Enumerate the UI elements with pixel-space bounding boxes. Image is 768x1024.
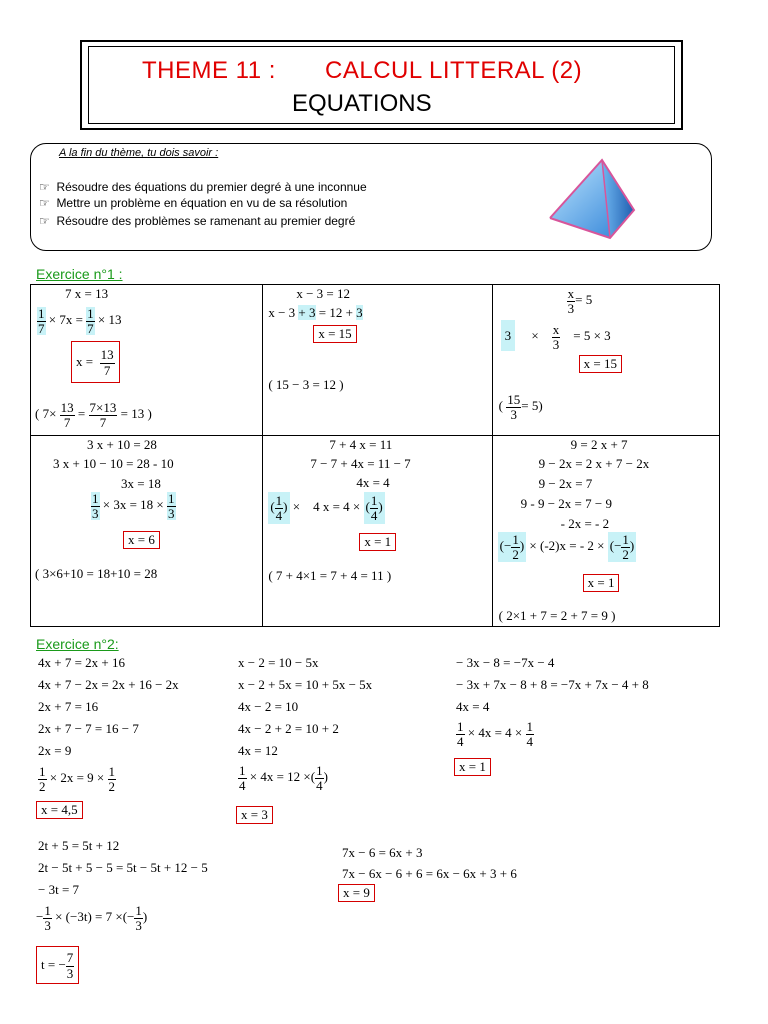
ex1-cell-1 — [31, 285, 263, 436]
equation-line: 4x − 2 = 10 — [238, 699, 299, 714]
ex1-cell-6 — [492, 436, 719, 627]
equation-line: 2t + 5 = 5t + 12 — [38, 838, 120, 853]
ex1-cell-5 — [263, 436, 492, 627]
equation-line: − $\frac{1}{3}$ × (−3t) = 7 ×(− $\frac{1}{3}$ ) — [36, 903, 148, 933]
equation-line: 9 − 2x = 7 — [538, 476, 593, 491]
result-box: x = 15 — [313, 325, 356, 343]
equation-line: 9 - 9 − 2x = 7 − 9 — [520, 496, 612, 511]
equation-line: 4x + 7 = 2x + 16 — [38, 655, 125, 670]
equation-line: 7 − 7 + 4x = 11 − 7 — [310, 456, 411, 471]
result-box: x = $\frac{13}{7}$ — [71, 341, 120, 383]
equation-line: $\frac{1}{2}$ × 2x = 9 × $\frac{1}{2}$ — [39, 764, 115, 794]
exercise-1-title: Exercice n°1 : — [36, 266, 123, 282]
equation-line: 4x − 2 + 2 = 10 + 2 — [238, 721, 339, 736]
equation-line: x − 2 + 5x = 10 + 5x − 5x — [238, 677, 373, 692]
equation-line: ( $\frac{1}{4}$ ) × 4 x = 4 × ( $\frac{1}{4}$ ) — [270, 493, 383, 523]
equation-line: 2x = 9 — [38, 743, 72, 758]
equation-line: $\frac{1}{3}$ × 3x = 18 × $\frac{1}{3}$ — [92, 491, 175, 521]
pyramid-icon — [546, 156, 641, 241]
objective-text: Mettre un problème en équation en vu de sa résolution — [56, 196, 348, 210]
pointing-hand-icon: ☞ — [39, 214, 50, 228]
equation-line: x − 3 = 12 — [296, 286, 350, 301]
equation-line: 4x + 7 − 2x = 2x + 16 − 2x — [38, 677, 179, 692]
ex1-cell-4 — [31, 436, 263, 627]
equation-line: − 3x − 8 = −7x − 4 — [456, 655, 555, 670]
result-box: x = 3 — [236, 806, 273, 824]
exercise-2-title: Exercice n°2: — [36, 636, 119, 652]
equation-line: 7 x = 13 — [65, 286, 109, 301]
equation-line: 4x = 4 — [356, 475, 390, 490]
equation-line: 4x = 12 — [238, 743, 278, 758]
objective-text: Résoudre des problèmes se ramenant au premier degré — [56, 214, 356, 228]
theme-number: THEME 11 : — [142, 57, 276, 84]
result-box: x = 6 — [123, 531, 160, 549]
check-line: ( 7× $\frac{13}{7}$ = $\frac{7\times 13}{7}$ = 13 ) — [35, 400, 152, 430]
equation-line: 7x − 6 = 6x + 3 — [342, 845, 423, 860]
objectives-box — [30, 143, 712, 251]
pointing-hand-icon: ☞ — [39, 196, 50, 210]
objective-item — [39, 214, 355, 228]
objective-item — [39, 196, 347, 210]
check-line: ( 7 + 4×1 = 7 + 4 = 11 ) — [268, 568, 392, 583]
result-box: x = 9 — [338, 884, 375, 902]
equation-line: 7x − 6x − 6 + 6 = 6x − 6x + 3 + 6 — [342, 866, 517, 881]
equation-line: $\frac{1}{4}$ × 4x = 12 ×( $\frac{1}{4}$ ) — [239, 763, 328, 793]
result-box: t = − $\frac{7}{3}$ — [36, 946, 79, 984]
result-box: x = 1 — [359, 533, 396, 551]
equation-line: 9 − 2x = 2 x + 7 − 2x — [538, 456, 650, 471]
result-box: x = 1 — [454, 758, 491, 776]
check-line: ( $\frac{15}{3}$ = 5) — [498, 392, 543, 422]
equation-line: 4x = 4 — [456, 699, 490, 714]
equation-line: (− $\frac{1}{2}$ ) × (-2)x = - 2 × (− $\frac{1}{2}$ ) — [499, 532, 635, 562]
ex1-cell-3 — [492, 285, 719, 436]
pointing-hand-icon: ☞ — [39, 180, 50, 194]
equation-line: 3x = 18 — [121, 476, 161, 491]
equation-line: 2x + 7 − 7 = 16 − 7 — [38, 721, 139, 736]
result-box: x = 1 — [583, 574, 620, 592]
objective-text: Résoudre des équations du premier degré à une inconnue — [56, 180, 367, 194]
equation-line: 3 x + 10 − 10 = 28 - 10 — [53, 456, 174, 471]
equation-line: − 3t = 7 — [38, 882, 80, 897]
check-line: ( 2×1 + 7 = 2 + 7 = 9 ) — [498, 608, 616, 623]
exercise-1-table — [30, 284, 720, 627]
equation-line: $\frac{1}{7}$ × 7x = $\frac{1}{7}$ × 13 — [38, 306, 122, 336]
equation-line: x − 2 = 10 − 5x — [238, 655, 319, 670]
ex1-cell-2 — [263, 285, 492, 436]
result-box: x = 4,5 — [36, 801, 83, 819]
equation-line: 3 × $\frac{x}{3}$ = 5 × 3 — [501, 323, 611, 351]
equation-line: 9 = 2 x + 7 — [570, 437, 628, 452]
equation-line: - 2x = - 2 — [560, 516, 610, 531]
equation-line: x − 3 + 3 = 12 + 3 — [268, 305, 363, 320]
title-box — [80, 40, 683, 130]
objectives-heading: A la fin du thème, tu dois savoir : — [59, 147, 219, 159]
equation-line: 2t − 5t + 5 − 5 = 5t − 5t + 12 − 5 — [38, 860, 208, 875]
page-title: CALCUL LITTERAL (2) — [325, 57, 583, 84]
page-subtitle: EQUATIONS — [292, 90, 432, 117]
equation-line: 2x + 7 = 16 — [38, 699, 99, 714]
equation-line: 3 x + 10 = 28 — [87, 437, 157, 452]
equation-line: $\frac{1}{4}$ × 4x = 4 × $\frac{1}{4}$ — [457, 719, 533, 749]
objective-item — [39, 180, 367, 194]
result-box: x = 15 — [579, 355, 622, 373]
check-line: ( 15 − 3 = 12 ) — [268, 377, 344, 392]
equation-line: − 3x + 7x − 8 + 8 = −7x + 7x − 4 + 8 — [456, 677, 649, 692]
check-line: ( 3×6+10 = 18+10 = 28 — [35, 566, 158, 581]
equation-line: $\frac{x}{3}$ = 5 — [567, 286, 593, 316]
equation-line: 7 + 4 x = 11 — [329, 437, 393, 452]
